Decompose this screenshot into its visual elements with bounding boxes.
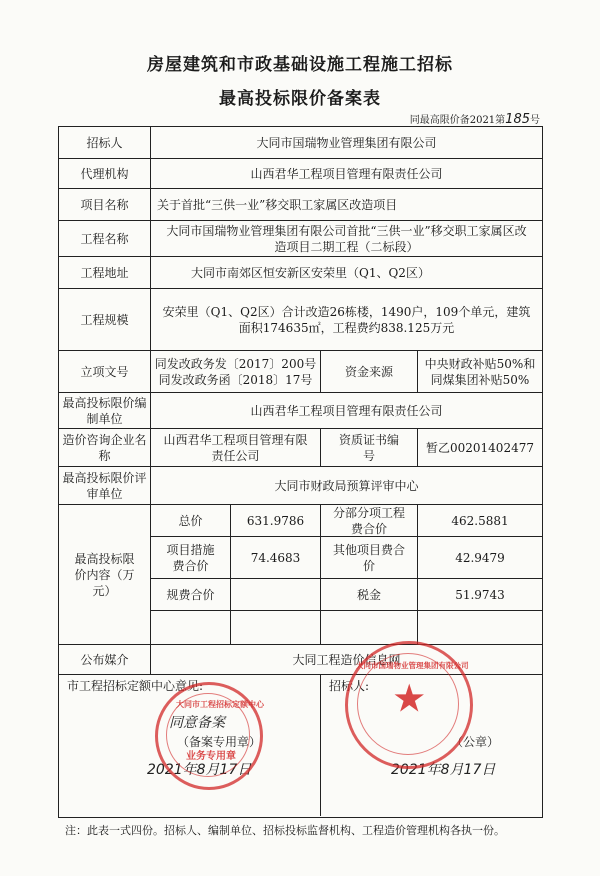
opinion-right-box [321, 675, 542, 816]
fund-source-value [418, 351, 542, 393]
center-seal-text: 大同市工程招标定额中心 [176, 699, 264, 709]
consultant-label: 造价咨询企业名称 [59, 429, 151, 467]
compiler-value: 山西君华工程项目管理有限责任公司 [151, 393, 542, 429]
tenderer-opinion-label: 招标人: [329, 679, 370, 693]
right-date: 2021年8月17日 [391, 762, 496, 778]
other-value: 42.9479 [418, 537, 542, 579]
project-name-value: 关于首批“三供一业”移交职工家属区改造项目 [151, 189, 542, 221]
location-label: 工程地址 [59, 257, 151, 289]
cert-value: 暂乙00201402477 [418, 429, 542, 467]
reviewer-label: 最高投标限价评审单位 [59, 467, 151, 505]
cert-label: 资质证书编号 [321, 429, 418, 467]
tenderer-label: 招标人 [59, 127, 151, 159]
center-seal-sub: 业务专用章 [186, 751, 236, 762]
empty-cell-4 [418, 611, 542, 645]
left-date: 2021年8月17日 [147, 762, 252, 778]
seal-star-icon: ★ [394, 679, 425, 719]
right-stamp-note: （公章） [451, 735, 500, 749]
agent-value: 山西君华工程项目管理有限责任公司 [151, 159, 542, 189]
content-label: 最高投标限价内容（万元） [59, 505, 151, 645]
approval-line-2: 同发改政务函〔2018〕17号 [158, 372, 313, 387]
approval-signature: 同意备案 [169, 715, 225, 731]
empty-cell-1 [151, 611, 231, 645]
title-line-1: 房屋建筑和市政基础设施工程施工招标 [147, 55, 453, 75]
empty-cell-2 [231, 611, 321, 645]
measures-label: 项目措施费合价 [151, 537, 231, 579]
tenderer-seal-text: 大同市国瑞物业管理集团有限公司 [356, 661, 469, 670]
reviewer-value: 大同市财政局预算评审中心 [151, 467, 542, 505]
approval-value [151, 351, 321, 393]
location-value: 大同市南郊区恒安新区安荣里（Q1、Q2区） [151, 257, 542, 289]
left-stamp-note: （备案专用章） [177, 735, 262, 749]
fund-source-label: 资金来源 [321, 351, 418, 393]
media-value: 大同工程造价信息网 [151, 645, 542, 675]
center-opinion-label: 市工程招标定额中心意见: [67, 679, 204, 693]
media-label: 公布媒介 [59, 645, 151, 675]
scale-value: 安荣里（Q1、Q2区）合计改造26栋楼，1490户，109个单元，建筑面积174635㎡，工程费约838.125万元 [151, 289, 542, 351]
approval-line-1: 同发改政务发〔2017〕200号 [154, 356, 317, 371]
tax-label: 税金 [321, 579, 418, 611]
fund-line-1: 中央财政补贴50%和 [424, 356, 536, 371]
fees-value [231, 579, 321, 611]
agent-label: 代理机构 [59, 159, 151, 189]
tax-value: 51.9743 [418, 579, 542, 611]
engineering-name-label: 工程名称 [59, 221, 151, 257]
measures-value: 74.4683 [231, 537, 321, 579]
filing-form-table [58, 126, 543, 818]
filing-suffix: 号 [530, 115, 540, 126]
consultant-value: 山西君华工程项目管理有限责任公司 [151, 429, 321, 467]
subitem-value: 462.5881 [418, 505, 542, 537]
fund-line-2: 同煤集团补贴50% [430, 372, 530, 387]
filing-number [410, 111, 540, 127]
subitem-label: 分部分项工程费合价 [321, 505, 418, 537]
tenderer-value: 大同市国瑞物业管理集团有限公司 [151, 127, 542, 159]
title-line-2: 最高投标限价备案表 [219, 89, 381, 109]
fees-label: 规费合价 [151, 579, 231, 611]
compiler-label: 最高投标限价编制单位 [59, 393, 151, 429]
scale-label: 工程规模 [59, 289, 151, 351]
total-value: 631.9786 [231, 505, 321, 537]
empty-cell-3 [321, 611, 418, 645]
filing-prefix: 同最高限价备2021第 [409, 115, 506, 126]
footnote: 注：此表一式四份。招标人、编制单位、招标投标监督机构、工程造价管理机构各执一份。 [65, 824, 505, 837]
project-name-label: 项目名称 [59, 189, 151, 221]
engineering-name-value: 大同市国瑞物业管理集团有限公司首批“三供一业”移交职工家属区改造项目二期工程（二标段） [151, 221, 542, 257]
approval-label: 立项文号 [59, 351, 151, 393]
total-label: 总价 [151, 505, 231, 537]
filing-handwritten-number: 185 [505, 112, 530, 127]
other-label: 其他项目费合价 [321, 537, 418, 579]
